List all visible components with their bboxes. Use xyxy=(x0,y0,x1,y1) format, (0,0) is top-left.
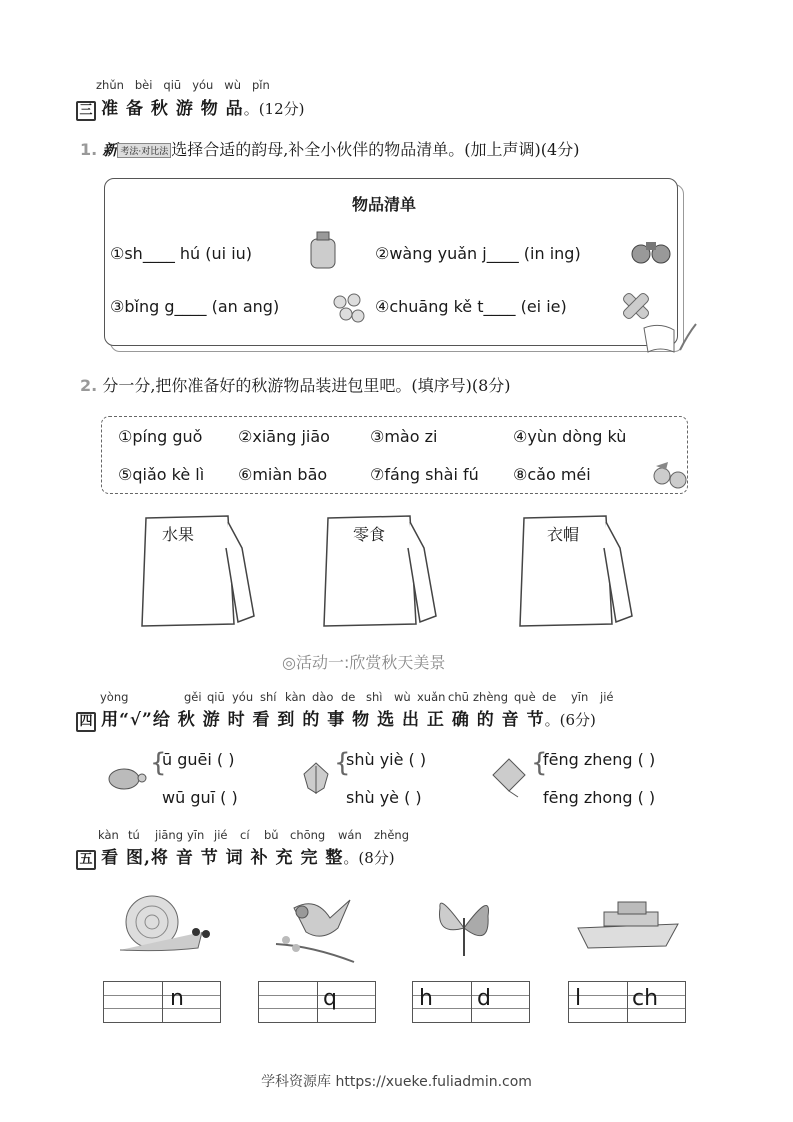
grid-text: n xyxy=(170,986,184,1011)
pinyin: qiū xyxy=(163,78,182,92)
list-item: ⑤qiǎo kè lì xyxy=(118,465,205,484)
question-2 xyxy=(80,373,511,396)
brace: { xyxy=(334,748,351,778)
section-title: 准 备 秋 游 物 品 xyxy=(101,99,244,119)
list-item: ⑥miàn bāo xyxy=(238,465,328,484)
question-1 xyxy=(80,137,579,160)
pinyin: shí xyxy=(260,690,277,704)
pinyin: chū xyxy=(448,690,469,704)
list-item: ④chuāng kě t____ (ei ie) xyxy=(375,297,567,316)
grid-text: ch xyxy=(632,986,659,1011)
butterfly-icon xyxy=(430,888,498,962)
bandage-icon xyxy=(618,288,654,324)
section-score: 。(8分) xyxy=(343,849,395,867)
footer: 学科资源库 https://xueke.fuliadmin.com xyxy=(261,1074,532,1090)
pinyin: yīn xyxy=(571,690,589,704)
option: shù yiè ( ) xyxy=(346,750,427,769)
pinyin: zhèng xyxy=(473,690,508,704)
new-badge: 新 xyxy=(102,141,118,159)
list-item: ②xiāng jiāo xyxy=(238,427,330,446)
grid-text: d xyxy=(477,986,491,1011)
pinyin: zhěng xyxy=(374,828,409,842)
turtle-icon xyxy=(102,764,148,792)
option: wū guī ( ) xyxy=(162,788,238,807)
brace: { xyxy=(150,748,167,778)
option: ū guēi ( ) xyxy=(162,750,235,769)
bird-icon xyxy=(272,888,358,968)
bag-label: 衣帽 xyxy=(547,525,580,544)
pinyin: shì xyxy=(366,690,383,704)
pinyin: qiū xyxy=(207,690,225,704)
option: shù yè ( ) xyxy=(346,788,422,807)
list-item: ③bǐng g____ (an ang) xyxy=(110,297,280,316)
pinyin: xuǎn xyxy=(417,690,446,704)
pinyin: yīn xyxy=(187,828,205,842)
pinyin: gěi xyxy=(184,690,202,704)
bag-label: 零食 xyxy=(353,525,386,544)
pinyin: què xyxy=(514,690,536,704)
pinyin: yóu xyxy=(232,690,254,704)
pinyin-grid[interactable] xyxy=(103,981,221,1023)
list-item: ①sh____ hú (ui iu) xyxy=(110,244,253,263)
list-item: ①píng guǒ xyxy=(118,427,203,446)
question-number: 2. xyxy=(80,376,98,395)
pinyin: de xyxy=(341,690,356,704)
list-item: ④yùn dòng kù xyxy=(513,427,627,446)
pinyin: bèi xyxy=(134,78,153,92)
question-text: 分一分,把你准备好的秋游物品装进包里吧。(填序号)(8分) xyxy=(102,376,511,395)
question-text: 选择合适的韵母,补全小伙伴的物品清单。(加上声调)(4分) xyxy=(171,140,580,159)
section3-pinyin xyxy=(96,78,270,92)
section5-heading xyxy=(76,843,395,870)
option: fēng zhong ( ) xyxy=(543,788,656,807)
strawberry-icon xyxy=(648,456,694,496)
section-tag: 五 xyxy=(76,850,96,870)
biscuits-icon xyxy=(330,290,366,326)
option: fēng zheng ( ) xyxy=(543,750,656,769)
bag-fruit xyxy=(138,512,268,634)
bag-label: 水果 xyxy=(162,525,195,544)
activity-heading: ◎活动一:欣赏秋天美景 xyxy=(282,653,446,672)
method-badge: 考法·对比法 xyxy=(117,143,171,158)
pinyin: kàn xyxy=(98,828,119,842)
pinyin: zhǔn xyxy=(96,78,124,92)
section-score: 。(12分) xyxy=(243,100,305,118)
pinyin-grid[interactable] xyxy=(412,981,530,1023)
leaf-icon xyxy=(298,760,334,796)
section3-heading xyxy=(76,94,304,121)
pinyin: dào xyxy=(312,690,334,704)
list-item: ⑧cǎo méi xyxy=(513,465,591,484)
grid-text: h xyxy=(419,986,433,1011)
kite-icon xyxy=(488,756,530,798)
pinyin: wù xyxy=(394,690,411,704)
pinyin-grid[interactable] xyxy=(258,981,376,1023)
pinyin: wù xyxy=(224,78,241,92)
bag-clothes xyxy=(516,512,646,634)
list-item: ②wàng yuǎn j____ (in ing) xyxy=(375,244,581,263)
grid-text: q xyxy=(323,986,337,1011)
pinyin: pǐn xyxy=(251,78,270,92)
pinyin: wán xyxy=(338,828,362,842)
grid-text: l xyxy=(575,986,582,1011)
snail-icon xyxy=(114,892,212,956)
pinyin: de xyxy=(542,690,557,704)
brace: { xyxy=(531,748,548,778)
list-item: ③mào zi xyxy=(370,427,438,446)
question-number: 1. xyxy=(80,140,98,159)
pinyin: tú xyxy=(128,828,140,842)
section-tag: 三 xyxy=(76,101,96,121)
pinyin: jiāng xyxy=(155,828,184,842)
section4-heading xyxy=(76,705,596,732)
scroll-decoration-icon xyxy=(640,320,700,358)
pinyin-grid[interactable] xyxy=(568,981,686,1023)
section-score: 。(6分) xyxy=(544,711,596,729)
section-title: 用“√”给 秋 游 时 看 到 的 事 物 选 出 正 确 的 音 节 xyxy=(101,710,545,730)
ship-icon xyxy=(574,894,684,954)
list-title: 物品清单 xyxy=(352,195,417,214)
pinyin: kàn xyxy=(285,690,306,704)
binoculars-icon xyxy=(630,234,672,268)
section-tag: 四 xyxy=(76,712,96,732)
pinyin: cí xyxy=(240,828,250,842)
pinyin: bǔ xyxy=(264,828,279,842)
pinyin: yòng xyxy=(100,690,129,704)
pinyin: yóu xyxy=(192,78,214,92)
list-item: ⑦fáng shài fú xyxy=(370,465,479,484)
pinyin: jié xyxy=(600,690,614,704)
pinyin: chōng xyxy=(290,828,326,842)
pinyin: jié xyxy=(214,828,228,842)
bottle-icon xyxy=(306,230,340,270)
section-title: 看 图,将 音 节 词 补 充 完 整 xyxy=(101,848,344,868)
